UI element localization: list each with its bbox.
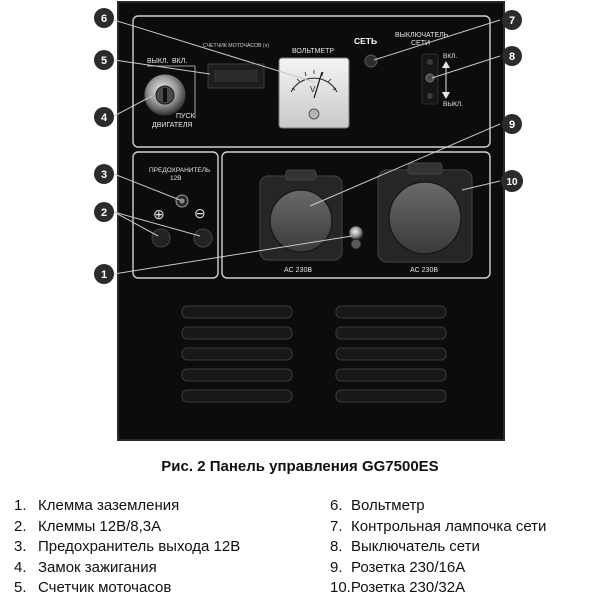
ignition-start-label-1: ПУСК [176,113,195,120]
legend-text: Вольтметр [351,497,425,514]
hour-meter-digits [214,70,258,82]
legend-text: Замок зажигания [38,558,157,576]
socket-16a-lid-hinge [286,170,316,180]
legend-num: 5. [14,579,27,596]
fuse-label-2: 12В [170,175,182,182]
voltmeter-adjust-screw [309,109,319,119]
legend-right [330,496,546,599]
ignition-key-slot [163,88,167,102]
callout-4 [94,107,114,127]
figure-caption: Рис. 2 Панель управления GG7500ES [161,458,439,475]
legend-item [14,496,240,517]
legend-item [330,496,546,517]
network-label: СЕТЬ [354,36,378,46]
network-switch-dot-bottom [427,93,433,99]
ground-terminal[interactable] [349,226,363,240]
voltmeter-unit: V [310,85,316,94]
legend-item [330,558,546,579]
legend-num: 3. [14,538,27,555]
svg-text:10: 10 [506,177,518,188]
hour-meter-label: СЧЕТЧИК МОТОЧАСОВ (ч) [203,43,270,49]
ignition-on-label: ВКЛ. [172,58,188,65]
svg-text:7: 7 [508,15,516,27]
network-indicator-lamp [365,55,377,67]
switch-on-label: ВКЛ. [443,53,458,60]
legend-item [14,558,240,579]
socket-32a[interactable] [389,182,461,254]
legend-num: 8. [330,538,343,555]
svg-text:9: 9 [508,119,516,131]
svg-text:6: 6 [100,13,108,25]
switch-label-2: СЕТИ [411,40,431,47]
legend-text: Счетчик моточасов [38,579,172,596]
callout-5 [94,50,114,70]
legend-text: Розетка 230/16А [351,558,466,576]
legend-num: 9. [330,558,343,576]
legend-item [14,537,240,558]
socket-16a-label: AC 230В [284,267,313,274]
socket-32a-lid-hinge [408,163,442,174]
legend-item [330,537,546,558]
legend-num: 1. [14,497,27,514]
socket-32a-label: AC 230В [410,267,439,274]
switch-label-1: ВЫКЛЮЧАТЕЛЬ [395,32,449,39]
legend-num: 4. [14,558,27,576]
legend-text: Выключатель сети [351,538,480,555]
callout-6 [94,8,114,28]
svg-text:1: 1 [100,269,108,281]
legend-item [330,578,546,599]
fuse-cap [180,199,185,204]
legend-num: 7. [330,517,343,535]
callout-2 [94,202,114,222]
callout-7 [502,10,522,30]
switch-off-label: ВЫКЛ. [443,101,463,108]
legend-text: Розетка 230/32А [350,579,466,596]
dc-terminal-minus[interactable] [194,229,212,247]
svg-text:8: 8 [508,51,516,63]
dc-terminal-plus[interactable] [152,229,170,247]
network-switch-dot-top [427,59,433,65]
legend-text: Контрольная лампочка сети [351,517,547,535]
ground-terminal-base [351,239,361,249]
fuse-label-1: ПРЕДОХРАНИТЕЛЬ [149,167,211,174]
svg-text:2: 2 [100,207,108,219]
callout-9 [502,114,522,134]
callout-1 [94,264,114,284]
svg-text:5: 5 [100,55,108,67]
socket-16a[interactable] [270,190,332,252]
legend-num: 10. [330,579,351,596]
legend-text: Клемма заземления [38,497,180,514]
svg-text:4: 4 [100,112,108,124]
voltmeter-label: ВОЛЬТМЕТР [292,48,335,55]
callout-8 [502,46,522,66]
plus-symbol: ⊕ [153,206,165,222]
legend-item [14,517,240,538]
callout-10 [501,170,523,192]
callout-3 [94,164,114,184]
svg-text:3: 3 [100,169,108,181]
ignition-start-label-2: ДВИГАТЕЛЯ [152,122,193,129]
legend-num: 6. [330,497,343,514]
legend-item [330,517,546,538]
ignition-off-label: ВЫКЛ. [147,58,169,65]
legend-left [14,496,240,599]
legend-item [14,578,240,599]
legend-text: Предохранитель выхода 12В [38,538,241,555]
legend-text: Клеммы 12В/8,3А [38,517,162,535]
minus-symbol: ⊖ [194,205,206,221]
legend-num: 2. [14,517,27,535]
